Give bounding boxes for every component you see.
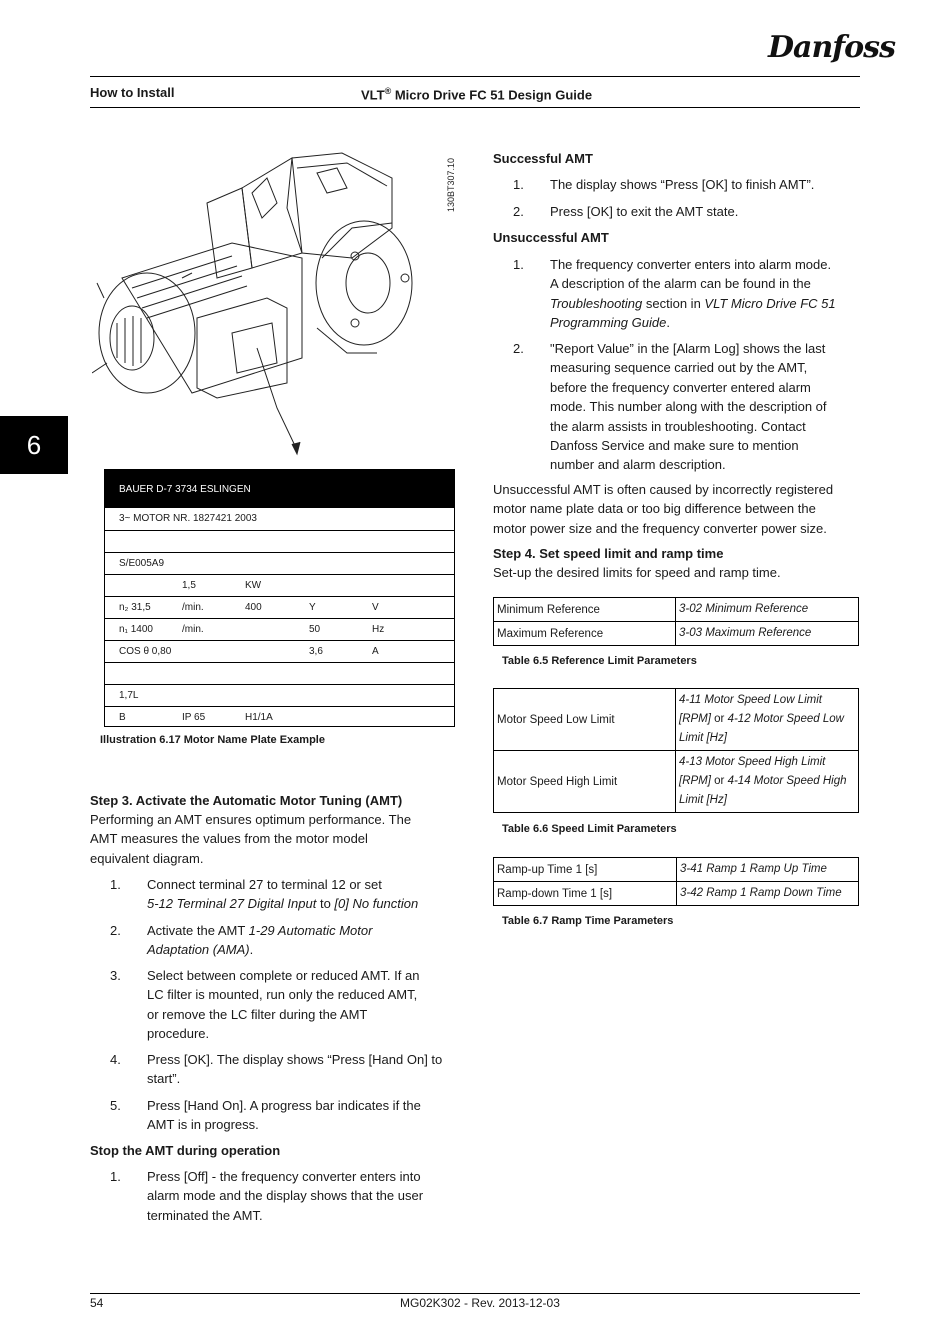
nameplate-cell: B [119, 712, 126, 723]
reference-limit-table [493, 597, 859, 646]
nameplate-cell: A [372, 646, 379, 657]
step4-title: Step 4. Set speed limit and ramp time [493, 546, 724, 561]
successful-amt-title: Successful AMT [493, 151, 593, 166]
nameplate-row [105, 596, 454, 618]
step3-title: Step 3. Activate the Automatic Motor Tuning (AMT) [90, 793, 403, 808]
nameplate-cell: IP 65 [182, 712, 206, 723]
nameplate-cell: n₂ 31,5 [119, 602, 151, 613]
list-item: 2. Press [OK] to exit the AMT state. [513, 204, 739, 219]
nameplate-row [105, 662, 454, 684]
step3-intro: Performing an AMT ensures optimum performance. The AMT measures the values from the motor model equivalent diagram. [90, 812, 412, 866]
list-item: 1. The display shows “Press [OK] to finish AMT”. [513, 177, 815, 192]
table-6-6-caption: Table 6.6 Speed Limit Parameters [502, 823, 677, 835]
nameplate-cell: H1/1A [245, 712, 273, 723]
nameplate-cell: /min. [182, 624, 204, 635]
step4-intro: Set-up the desired limits for speed and ramp time. [493, 565, 781, 580]
nameplate-cell: 50 [309, 624, 321, 635]
header-bottom-rule [90, 107, 860, 108]
nameplate-cell: 1,5 [182, 580, 196, 591]
nameplate-cell: 3~ MOTOR NR. 1827421 2003 [119, 513, 257, 524]
nameplate-row [105, 574, 454, 596]
list-item: 5. Press [Hand On]. A progress bar indicates if the AMT is in progress. [110, 1098, 421, 1133]
list-item: 1. Press [Off] - the frequency converter enters into alarm mode and the display shows that the user terminated the AMT. [110, 1169, 424, 1223]
header-title: VLT® Micro Drive FC 51 Design Guide [361, 86, 593, 103]
illustration-code: 130BT307.10 [446, 157, 456, 212]
nameplate-header: BAUER D-7 3734 ESLINGEN [105, 470, 454, 508]
nameplate-cell: COS θ 0,80 [119, 646, 172, 657]
header-section: How to Install [90, 85, 175, 100]
amt-cause-paragraph: Unsuccessful AMT is often caused by incorrectly registered motor name plate data or too big difference between the motor power size and the frequency converter power size. [493, 482, 834, 536]
table-6-5-caption: Table 6.5 Reference Limit Parameters [502, 655, 697, 667]
nameplate-row [105, 640, 454, 662]
list-item: 3. Select between complete or reduced AMT. If an LC filter is mounted, run only the reduced AMT, or remove the LC filter during the AMT procedure. [110, 968, 420, 1042]
list-item: 1. Connect terminal 27 to terminal 12 or set 5-12 Terminal 27 Digital Input to [0] No function [110, 877, 419, 912]
speed-limit-table [493, 688, 859, 813]
nameplate-row [105, 706, 454, 728]
danfoss-logo: Danfoss [768, 30, 895, 65]
header-top-rule [90, 76, 860, 77]
nameplate-cell: KW [245, 580, 262, 591]
nameplate-cell: 1,7L [119, 690, 139, 701]
table-row: Minimum Reference 3-02 Minimum Reference [494, 598, 859, 622]
stop-amt-title: Stop the AMT during operation [90, 1143, 281, 1158]
chapter-tab: 6 [0, 416, 68, 474]
ramp-time-table [493, 857, 859, 906]
list-item: 2. "Report Value” in the [Alarm Log] shows the last measuring sequence carried out by the AMT, before the frequency converter entered alarm mode. This number along with the description of the alarm assists in troubleshooting. Contact Danfoss Service and make sure to mention number and alarm description. [513, 341, 827, 473]
nameplate-cell: 400 [245, 602, 262, 613]
nameplate-row [105, 552, 454, 574]
table-row: Motor Speed High Limit 4-13 Motor Speed High Limit [RPM] or 4-14 Motor Speed High Limit [Hz] [494, 751, 859, 813]
table-row: Ramp-down Time 1 [s] 3-42 Ramp 1 Ramp Down Time [494, 882, 859, 906]
illustration-caption: Illustration 6.17 Motor Name Plate Example [100, 734, 325, 746]
nameplate-cell: 3,6 [309, 646, 323, 657]
nameplate-cell: Hz [372, 624, 385, 635]
nameplate-cell: S/E005A9 [119, 558, 165, 569]
nameplate-row [105, 530, 454, 552]
motor-nameplate [104, 469, 455, 727]
table-row: Motor Speed Low Limit 4-11 Motor Speed Low Limit [RPM] or 4-12 Motor Speed Low Limit [Hz] [494, 689, 859, 751]
nameplate-cell: n₁ 1400 [119, 624, 153, 635]
list-item: 1. The frequency converter enters into alarm mode. A description of the alarm can be found in the Troubleshooting section in VLT Micro Drive FC 51 Programming Guide. [513, 257, 836, 331]
table-row: Ramp-up Time 1 [s] 3-41 Ramp 1 Ramp Up Time [494, 858, 859, 882]
nameplate-row [105, 508, 454, 530]
table-6-7-caption: Table 6.7 Ramp Time Parameters [502, 915, 674, 927]
nameplate-row [105, 618, 454, 640]
motor-drawing-icon [92, 148, 432, 468]
footer-rule [90, 1293, 860, 1294]
nameplate-cell: Y [309, 602, 316, 613]
nameplate-cell: /min. [182, 602, 204, 613]
document-revision: MG02K302 - Rev. 2013-12-03 [400, 1296, 560, 1310]
list-item: 4. Press [OK]. The display shows “Press [Hand On] to start”. [110, 1052, 443, 1087]
nameplate-cell: V [372, 602, 379, 613]
unsuccessful-amt-title: Unsuccessful AMT [493, 230, 609, 245]
table-row: Maximum Reference 3-03 Maximum Reference [494, 622, 859, 646]
list-item: 2. Activate the AMT 1-29 Automatic Motor Adaptation (AMA). [110, 923, 373, 958]
nameplate-row [105, 684, 454, 706]
page-number: 54 [90, 1296, 104, 1310]
